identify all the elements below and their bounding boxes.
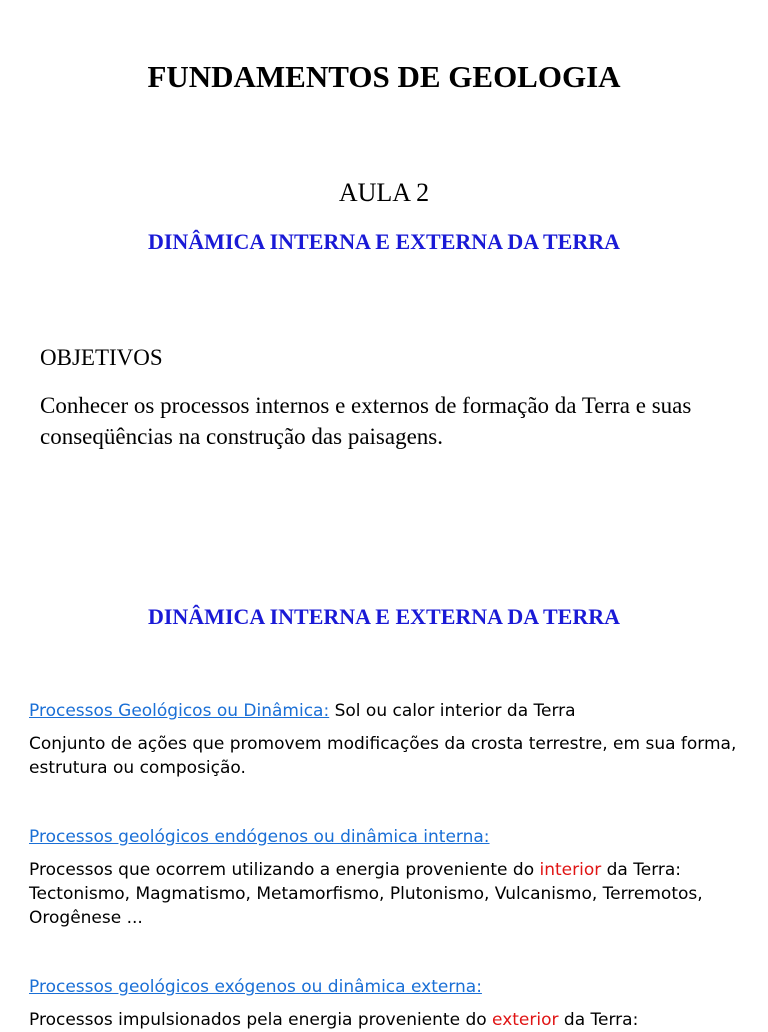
section-body: Conjunto de ações que promovem modificações da crosta terrestre, em sua forma, estrutura ou composição.	[29, 734, 737, 778]
objectives-text: Conhecer os processos internos e externos de formação da Terra e suas conseqüências na construção das paisagens.	[40, 393, 692, 449]
highlight-word: exterior	[492, 1010, 559, 1030]
lesson-subtitle: DINÂMICA INTERNA E EXTERNA DA TERRA	[147, 229, 621, 254]
highlight-word: interior	[539, 860, 602, 880]
section-heading-line	[29, 825, 744, 849]
body-text-after: da Terra:	[558, 1010, 639, 1030]
section-geological-processes	[29, 699, 744, 780]
term-inline-definition: Sol ou calor interior da Terra	[329, 701, 576, 721]
section-title: DINÂMICA INTERNA E EXTERNA DA TERRA	[147, 604, 621, 629]
body-text-after: da Terra: Tectonismo, Magmatismo, Metamorfismo, Plutonismo, Vulcanismo, Terremotos, Orogênese ...	[29, 860, 703, 928]
term-link[interactable]: Processos Geológicos ou Dinâmica:	[29, 701, 330, 721]
section-body	[29, 1008, 744, 1032]
objectives-heading: OBJETIVOS	[40, 345, 163, 370]
body-text-before: Processos que ocorrem utilizando a energia proveniente do	[29, 860, 540, 880]
page-title: FUNDAMENTOS DE GEOLOGIA	[147, 59, 621, 94]
section-exogenous-processes	[29, 975, 744, 1032]
body-text-before: Processos impulsionados pela energia proveniente do	[29, 1010, 493, 1030]
section-heading-line	[29, 975, 744, 999]
lesson-number: AULA 2	[338, 178, 430, 207]
term-link[interactable]: Processos geológicos endógenos ou dinâmica interna:	[29, 827, 490, 847]
term-link[interactable]: Processos geológicos exógenos ou dinâmica externa:	[29, 977, 482, 997]
section-body	[29, 858, 744, 930]
section-heading-line	[29, 699, 744, 723]
section-endogenous-processes	[29, 825, 744, 930]
